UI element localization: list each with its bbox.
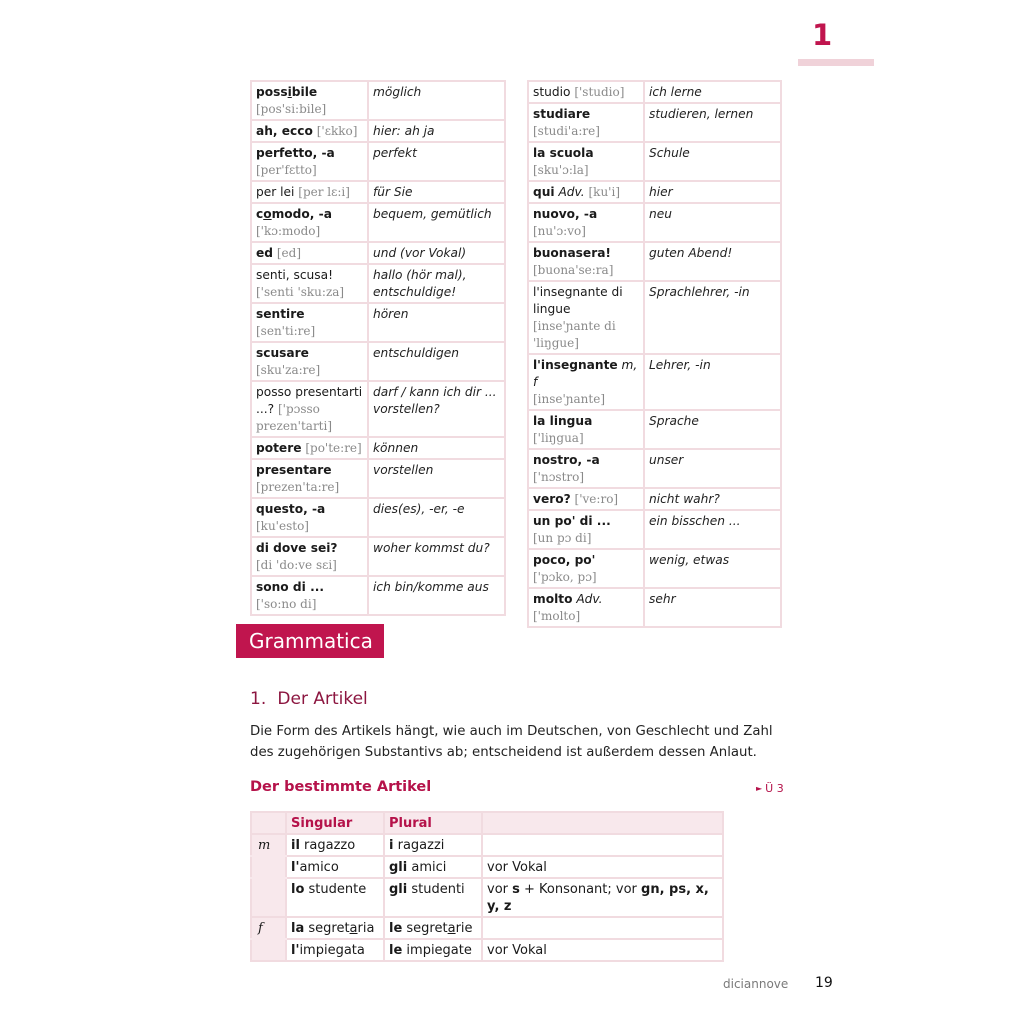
grammar-banner: Grammatica xyxy=(236,624,384,658)
vocab-pronunciation: [pos'si:bile] xyxy=(256,102,327,116)
vocab-row xyxy=(528,281,781,354)
vocab-translation: studieren, lernen xyxy=(644,103,781,142)
gender-label xyxy=(251,939,286,961)
vocab-term xyxy=(528,549,644,588)
usage-note xyxy=(482,856,723,878)
singular-part: l' xyxy=(291,943,300,958)
page-number-word: diciannove xyxy=(723,977,789,991)
vocab-row xyxy=(251,381,505,437)
term-part: l'insegnante di lingue xyxy=(533,285,623,316)
singular-part: la xyxy=(291,921,305,936)
vocab-term xyxy=(528,81,644,103)
article-row xyxy=(251,856,723,878)
vocab-translation: möglich xyxy=(368,81,505,120)
vocab-translation: unser xyxy=(644,449,781,488)
plural-part: ragazzi xyxy=(393,838,445,853)
vocab-translation: bequem, gemütlich xyxy=(368,203,505,242)
vocab-translation: woher kommst du? xyxy=(368,537,505,576)
vocab-row xyxy=(528,549,781,588)
term-part: [per lɛ:i] xyxy=(298,185,350,199)
vocab-translation: für Sie xyxy=(368,181,505,203)
vocab-row xyxy=(528,354,781,410)
vocab-row xyxy=(251,142,505,181)
term-part: [sen'ti:re] xyxy=(256,324,316,338)
term-part: ['liŋgua] xyxy=(533,431,584,445)
vocab-term xyxy=(528,449,644,488)
vocab-row xyxy=(528,510,781,549)
vocab-translation: Schule xyxy=(644,142,781,181)
vocab-row xyxy=(528,181,781,203)
usage-note xyxy=(482,834,723,856)
vocab-row xyxy=(528,488,781,510)
term-part: [ed] xyxy=(276,246,302,260)
vocab-pronunciation: [sku'za:re] xyxy=(256,363,321,377)
plural-form xyxy=(384,856,482,878)
plural-form xyxy=(384,917,482,939)
definite-article-table xyxy=(250,811,724,962)
chapter-marker-bar xyxy=(798,59,874,66)
term-part: perfetto, -a xyxy=(256,146,335,160)
vocab-row xyxy=(251,437,505,459)
vocab-pronunciation: [buona'se:ra] xyxy=(533,263,614,277)
vocab-term xyxy=(528,281,644,354)
term-part: i xyxy=(287,85,292,99)
section-number: 1. xyxy=(250,689,267,709)
vocab-pronunciation: ['kɔ:modo] xyxy=(256,224,321,238)
section-title: Der Artikel xyxy=(277,689,368,709)
vocab-term xyxy=(528,588,644,627)
intro-paragraph: Die Form des Artikels hängt, wie auch im Deutschen, von Geschlecht und Zahl des zugehörigen Substantivs ab; entscheidend ist außerdem dessen Anlaut. xyxy=(250,724,773,760)
term-part: per lei xyxy=(256,185,295,199)
vocab-translation: wenig, etwas xyxy=(644,549,781,588)
vocabulary-table-left xyxy=(250,80,506,616)
vocab-row xyxy=(251,81,505,120)
vocab-term xyxy=(251,381,368,437)
vocab-term xyxy=(251,181,368,203)
term-part: qui xyxy=(533,185,555,199)
vocab-translation: ich lerne xyxy=(644,81,781,103)
note-part: vor Vokal xyxy=(487,860,547,875)
vocab-translation: guten Abend! xyxy=(644,242,781,281)
term-part: sentire xyxy=(256,307,305,321)
vocab-term xyxy=(251,142,368,181)
vocab-pronunciation: [un pɔ di] xyxy=(533,531,592,545)
term-part: un po' di ... xyxy=(533,514,611,528)
exercise-reference-label: Ü 3 xyxy=(765,782,784,795)
vocab-translation: Lehrer, -in xyxy=(644,354,781,410)
vocab-term xyxy=(251,203,368,242)
gender-label xyxy=(251,878,286,917)
singular-part: segret xyxy=(304,921,350,936)
header-plural: Plural xyxy=(384,812,482,834)
vocab-term xyxy=(251,342,368,381)
plural-part: segret xyxy=(402,921,448,936)
note-part: + Konsonant; vor xyxy=(519,882,642,897)
term-part: ed xyxy=(256,246,273,260)
vocab-term xyxy=(528,354,644,410)
vocab-row xyxy=(528,242,781,281)
subsection-title: Der bestimmte Artikel xyxy=(250,779,432,795)
vocab-row xyxy=(251,120,505,142)
vocab-row xyxy=(528,103,781,142)
vocab-translation: entschuldigen xyxy=(368,342,505,381)
singular-form xyxy=(286,878,384,917)
plural-part: gli xyxy=(389,882,408,897)
vocab-pronunciation: ['pɔko, pɔ] xyxy=(533,570,597,584)
vocab-row xyxy=(251,537,505,576)
vocab-translation: vorstellen xyxy=(368,459,505,498)
vocab-term xyxy=(528,203,644,242)
term-part: Adv. xyxy=(554,185,585,199)
vocab-row xyxy=(528,410,781,449)
term-part: senti, scusa! xyxy=(256,268,333,282)
vocab-term xyxy=(528,242,644,281)
note-part: vor Vokal xyxy=(487,943,547,958)
note-part: vor xyxy=(487,882,513,897)
vocab-term xyxy=(251,437,368,459)
vocab-pronunciation: [prezen'ta:re] xyxy=(256,480,340,494)
term-part: o xyxy=(263,207,272,221)
vocab-row xyxy=(251,342,505,381)
vocab-translation: dies(es), -er, -e xyxy=(368,498,505,537)
vocab-pronunciation: ['senti 'sku:za] xyxy=(256,285,345,299)
term-part: Adv. xyxy=(572,592,603,606)
vocab-term xyxy=(251,242,368,264)
singular-part: il xyxy=(291,838,300,853)
vocab-row xyxy=(251,181,505,203)
vocab-term xyxy=(528,488,644,510)
vocab-row xyxy=(528,81,781,103)
term-part: la lingua xyxy=(533,414,593,428)
exercise-reference[interactable] xyxy=(756,782,784,795)
header-note xyxy=(482,812,723,834)
gender-label: f xyxy=(251,917,286,939)
plural-part: le xyxy=(389,943,403,958)
vocab-translation: hier: ah ja xyxy=(368,120,505,142)
article-row xyxy=(251,878,723,917)
plural-form xyxy=(384,878,482,917)
plural-part: i xyxy=(389,838,394,853)
term-part: posso presentarti ...? xyxy=(256,385,363,416)
vocab-row xyxy=(251,459,505,498)
term-part: ['ve:ro] xyxy=(574,492,619,506)
vocab-translation: ich bin/komme aus xyxy=(368,576,505,615)
usage-note xyxy=(482,939,723,961)
header-gender xyxy=(251,812,286,834)
vocab-pronunciation: [sku'ɔ:la] xyxy=(533,163,589,177)
term-part: c xyxy=(256,207,264,221)
vocab-term xyxy=(251,81,368,120)
term-part: bile xyxy=(291,85,318,99)
article-row xyxy=(251,834,723,856)
vocab-term xyxy=(528,103,644,142)
section-heading xyxy=(250,689,368,709)
vocab-pronunciation: [studi'a:re] xyxy=(533,124,600,138)
vocab-pronunciation: [per'fɛtto] xyxy=(256,163,317,177)
term-part: ['studio] xyxy=(574,85,625,99)
vocab-translation: hier xyxy=(644,181,781,203)
vocab-pronunciation: ['molto] xyxy=(533,609,581,623)
term-part: la scuola xyxy=(533,146,594,160)
vocab-term xyxy=(528,181,644,203)
term-part: poco, po' xyxy=(533,553,596,567)
vocab-row xyxy=(251,264,505,303)
header-singular: Singular xyxy=(286,812,384,834)
vocab-translation: Sprache xyxy=(644,410,781,449)
vocab-translation: Sprachlehrer, -in xyxy=(644,281,781,354)
vocab-term xyxy=(528,410,644,449)
vocab-translation: neu xyxy=(644,203,781,242)
term-part: modo, -a xyxy=(271,207,332,221)
plural-part: studenti xyxy=(407,882,465,897)
gender-label xyxy=(251,856,286,878)
plural-part: le xyxy=(389,921,403,936)
term-part: [po'te:re] xyxy=(305,441,362,455)
gender-label: m xyxy=(251,834,286,856)
vocab-row xyxy=(528,203,781,242)
singular-part: ragazzo xyxy=(299,838,356,853)
vocab-term xyxy=(251,120,368,142)
vocab-row xyxy=(251,242,505,264)
usage-note xyxy=(482,878,723,917)
vocab-pronunciation: [ku'esto] xyxy=(256,519,309,533)
vocab-row xyxy=(251,303,505,342)
vocabulary-table-right xyxy=(527,80,782,628)
vocab-translation: können xyxy=(368,437,505,459)
vocab-row xyxy=(251,576,505,615)
singular-part: ria xyxy=(357,921,375,936)
term-part: ['pɔsso prezen'tarti] xyxy=(256,402,333,433)
chapter-number: 1 xyxy=(812,18,833,52)
vocab-pronunciation: [inse'ɲante di 'liŋgue] xyxy=(533,319,616,350)
vocab-translation: nicht wahr? xyxy=(644,488,781,510)
singular-part: a xyxy=(349,921,358,936)
vocab-translation: perfekt xyxy=(368,142,505,181)
vocab-term xyxy=(251,576,368,615)
plural-part: rie xyxy=(455,921,473,936)
vocab-row xyxy=(528,588,781,627)
vocab-row xyxy=(251,498,505,537)
arrow-right-icon: ► xyxy=(756,784,763,793)
term-part: m, f xyxy=(533,358,638,389)
singular-part: studente xyxy=(304,882,367,897)
singular-part: lo xyxy=(291,882,305,897)
singular-form xyxy=(286,856,384,878)
term-part: nostro, -a xyxy=(533,453,600,467)
article-row xyxy=(251,939,723,961)
term-part: questo, -a xyxy=(256,502,326,516)
vocab-translation: ein bisschen ... xyxy=(644,510,781,549)
plural-form xyxy=(384,834,482,856)
vocab-row xyxy=(528,449,781,488)
vocab-term xyxy=(251,264,368,303)
vocab-row xyxy=(251,203,505,242)
term-part: poss xyxy=(256,85,288,99)
singular-form xyxy=(286,917,384,939)
vocab-translation: darf / kann ich dir ... vorstellen? xyxy=(368,381,505,437)
usage-note xyxy=(482,917,723,939)
vocab-pronunciation: [nu'ɔ:vo] xyxy=(533,224,586,238)
vocab-term xyxy=(251,498,368,537)
term-part: vero? xyxy=(533,492,571,506)
vocab-term xyxy=(251,459,368,498)
term-part: scusare xyxy=(256,346,309,360)
vocab-term xyxy=(528,142,644,181)
page-number: 19 xyxy=(815,975,833,991)
plural-part: gli xyxy=(389,860,408,875)
vocab-pronunciation: [di 'do:ve sɛi] xyxy=(256,558,337,572)
term-part: presentare xyxy=(256,463,332,477)
term-part: studiare xyxy=(533,107,591,121)
singular-part: l' xyxy=(291,860,300,875)
vocab-translation: und (vor Vokal) xyxy=(368,242,505,264)
vocab-translation: hören xyxy=(368,303,505,342)
article-row xyxy=(251,917,723,939)
term-part: buonasera! xyxy=(533,246,611,260)
singular-part: amico xyxy=(299,860,339,875)
term-part: studio xyxy=(533,85,571,99)
term-part: ah, ecco xyxy=(256,124,313,138)
singular-part: impiegata xyxy=(299,943,365,958)
plural-form xyxy=(384,939,482,961)
plural-part: amici xyxy=(407,860,447,875)
vocab-term xyxy=(251,537,368,576)
vocab-row xyxy=(528,142,781,181)
vocab-pronunciation: [inse'ɲante] xyxy=(533,392,606,406)
singular-form xyxy=(286,939,384,961)
vocab-pronunciation: ['so:no di] xyxy=(256,597,317,611)
vocab-pronunciation: ['nɔstro] xyxy=(533,470,585,484)
term-part: di dove sei? xyxy=(256,541,338,555)
article-table-header xyxy=(251,812,723,834)
term-part: ['ɛkko] xyxy=(316,124,358,138)
term-part: nuovo, -a xyxy=(533,207,598,221)
vocab-term xyxy=(528,510,644,549)
vocab-translation: hallo (hör mal), entschuldige! xyxy=(368,264,505,303)
vocab-translation: sehr xyxy=(644,588,781,627)
vocab-term xyxy=(251,303,368,342)
singular-form xyxy=(286,834,384,856)
term-part: potere xyxy=(256,441,302,455)
note-part: gn, ps, x, y, z xyxy=(487,882,709,914)
term-part: molto xyxy=(533,592,573,606)
term-part: [ku'i] xyxy=(588,185,620,199)
plural-part: a xyxy=(447,921,456,936)
term-part: l'insegnante xyxy=(533,358,618,372)
term-part: sono di ... xyxy=(256,580,324,594)
note-part: s xyxy=(512,882,520,897)
plural-part: impiegate xyxy=(402,943,472,958)
